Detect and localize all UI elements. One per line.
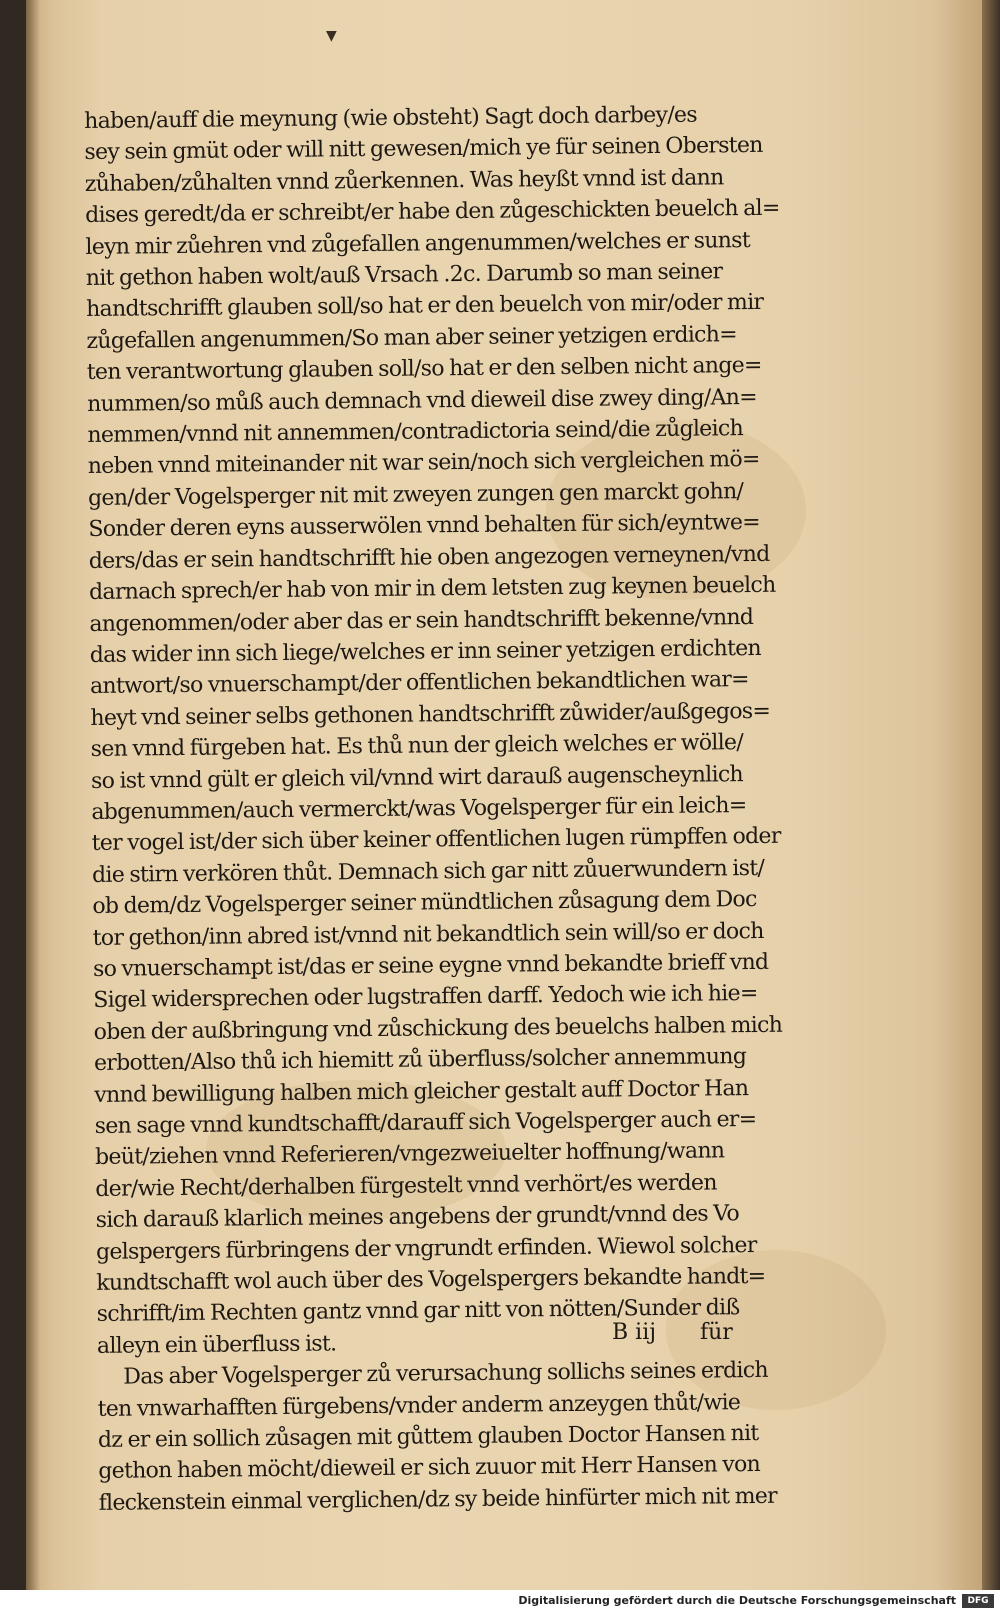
text-line: fleckenstein einmal verglichen/dz sy beide hinfürter mich nit mer (98, 1483, 778, 1516)
footer-credit: Digitalisierung gefördert durch die Deutsche Forschungsgemeinschaft (518, 1594, 956, 1607)
text-line: ten verantwortung glauben soll/so hat er den selben nicht ange= (86, 353, 762, 386)
text-line: Sigel widersprechen oder lugstraffen darff. Yedoch wie ich hie= (93, 981, 758, 1014)
text-line: leyn mir zůehren vnd zůgefallen angenummen/welches er sunst (85, 227, 751, 260)
text-line: abgenummen/auch vermerckt/was Vogelsperger für ein leich= (91, 793, 747, 825)
text-line: gelspergers fürbringens der vngrundt erfinden. Wiewol solcher (95, 1232, 757, 1265)
text-line: Das aber Vogelsperger zů verursachung sollichs seines erdich (123, 1358, 769, 1390)
text-line: gethon haben möcht/dieweil er sich zuuor mit Herr Hansen von (98, 1452, 761, 1485)
text-line: oben der außbringung vnd zůschickung des beuelchs halben mich (93, 1012, 783, 1045)
text-line: ter vogel ist/der sich über keiner offentlichen lugen rümpffen oder (91, 824, 781, 857)
text-line: zůhaben/zůhalten vnnd zůerkennen. Was heyßt vnnd ist dann (84, 165, 724, 197)
text-line: erbotten/Also thů ich hiemitt zů überfluss/solcher annemmung (93, 1044, 747, 1077)
text-line: darnach sprech/er hab von mir in dem letsten zug keynen beuelch (88, 572, 776, 606)
text-line: angenommen/oder aber das er sein handtschrifft bekenne/vnnd (89, 604, 754, 637)
text-line: dz er ein sollich zůsagen mit gůttem glauben Doctor Hansen nit (97, 1421, 759, 1453)
text-line: nummen/so můß auch demnach vnd dieweil dise zwey ding/An= (86, 384, 758, 417)
text-line: tor gethon/inn abred ist/vnnd nit bekandtlich sein will/so er doch (92, 918, 764, 951)
gutter-shadow (26, 0, 40, 1590)
text-line: der/wie Recht/derhalben fürgestelt vnnd verhört/es werden (95, 1170, 717, 1202)
text-line: sey sein gmüt oder will nitt gewesen/mich ye für seinen Obersten (84, 133, 763, 166)
signature-mark: B iij (612, 1320, 657, 1345)
page-edge (982, 0, 1000, 1590)
catchword: für (700, 1320, 733, 1345)
text-line: gen/der Vogelsperger nit mit zweyen zungen gen marckt gohn/ (87, 478, 744, 511)
text-line: ob dem/dz Vogelsperger seiner mündtlichen zůsagung dem Doc (92, 887, 757, 920)
text-line: antwort/so vnuerschampt/der offentlichen bekandtlichen war= (89, 667, 749, 700)
text-line: alleyn ein überfluss ist. (96, 1331, 337, 1359)
binding-mark-icon: ▼ (326, 28, 337, 44)
text-line: zůgefallen angenummen/So man aber seiner yetzigen erdich= (86, 322, 738, 354)
text-line: Sonder deren eyns ausserwölen vnnd behalten für sich/eyntwe= (88, 510, 761, 543)
text-line: nemmen/vnnd nit annemmen/contradictoria seind/die zůgleich (87, 416, 744, 449)
text-line: dises geredt/da er schreibt/er habe den zůgeschickten beuelch al= (85, 195, 780, 229)
text-line: sen vnnd fürgeben hat. Es thů nun der gleich welches er wölle/ (90, 730, 744, 763)
text-line: so vnuerschampt ist/das er seine eygne vnnd bekandte brieff vnd (92, 949, 769, 982)
text-line: nit gethon haben wolt/auß Vrsach .2c. Darumb so man seiner (85, 259, 723, 292)
text-line: ders/das er sein handtschrifft hie oben angezogen verneynen/vnd (88, 541, 770, 574)
text-line: das wider inn sich liege/welches er inn seiner yetzigen erdichten (89, 635, 762, 668)
text-line: handtschrifft glauben soll/so hat er den beuelch von mir/oder mir (86, 290, 764, 323)
text-line: haben/auff die meynung (wie obsteht) Sagt doch darbey/es (84, 102, 698, 134)
text-line: ten vnwarhafften fürgebens/vnder anderm anzeygen thůt/wie (97, 1389, 741, 1422)
text-line: die stirn verkören thůt. Demnach sich gar nitt zůuerwundern ist/ (91, 855, 765, 888)
text-line: heyt vnd seiner selbs gethonen handtschrifft zůwider/außgegos= (90, 698, 771, 731)
text-line: sich darauß klarlich meines angebens der grundt/vnnd des Vo (95, 1201, 740, 1234)
text-line: schrifft/im Rechten gantz vnnd gar nitt von nötten/Sunder diß (96, 1295, 740, 1328)
text-line: so ist vnnd gült er gleich vil/vnnd wirt darauß augenscheynlich (90, 761, 744, 794)
text-line: kundtschafft wol auch über des Vogelspergers bekandte handt= (96, 1263, 766, 1296)
text-line: vnnd bewilligung halben mich gleicher gestalt auff Doctor Han (94, 1075, 749, 1108)
text-line: sen sage vnnd kundtschafft/darauff sich Vogelsperger auch er= (94, 1107, 757, 1139)
text-line: neben vnnd miteinander nit war sein/noch sich vergleichen mö= (87, 447, 760, 480)
footer-bar (0, 1590, 1000, 1614)
text-line: beüt/ziehen vnnd Referieren/vngezweiuelter hoffnung/wann (94, 1138, 725, 1171)
body-text (84, 99, 783, 1519)
dfg-logo: DFG (962, 1594, 994, 1608)
